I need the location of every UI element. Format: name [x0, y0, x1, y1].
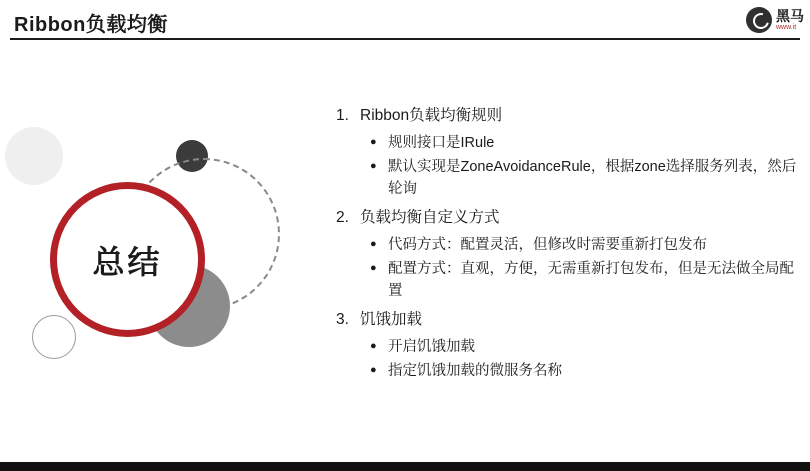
sub-list-item: [370, 132, 806, 154]
sub-list-item-text: 指定饥饿加载的微服务名称: [388, 363, 562, 380]
bullet-icon: ●: [370, 262, 377, 275]
summary-label: 总结: [92, 243, 163, 280]
sub-list-item: [370, 258, 806, 302]
list-item-heading: [336, 206, 806, 230]
sub-list: [370, 234, 806, 302]
bullet-icon: ●: [370, 238, 377, 251]
sub-list: [370, 132, 806, 200]
list-item-heading: [336, 104, 806, 128]
bullet-icon: ●: [370, 340, 377, 353]
list-item-title: 饥饿加载: [360, 311, 423, 329]
list-item-heading: [336, 308, 806, 332]
summary-graphic: [0, 110, 330, 400]
header-divider: [10, 38, 800, 40]
sub-list-item-text: 开启饥饿加载: [388, 339, 475, 356]
page-title: Ribbon负载均衡: [14, 14, 168, 36]
bullet-icon: ●: [370, 160, 377, 173]
sub-list-item: [370, 156, 806, 200]
logo-text-block: [776, 9, 804, 31]
list-item-number: 1.: [336, 107, 349, 124]
brand-logo: [746, 4, 804, 36]
slide-header: [0, 0, 810, 40]
list-item-number: 2.: [336, 209, 349, 227]
list-item-number: 3.: [336, 311, 349, 329]
sub-list-item-text: 默认实现是ZoneAvoidanceRule，根据zone选择服务列表，然后轮询: [388, 159, 797, 198]
logo-swirl-icon: [746, 7, 772, 33]
summary-circle: [50, 182, 205, 337]
sub-list-item: [370, 336, 806, 358]
summary-list: [336, 104, 806, 388]
logo-name: 黑马: [776, 7, 804, 24]
list-item: [336, 206, 806, 302]
bullet-icon: ●: [370, 136, 377, 149]
sub-list-item: [370, 234, 806, 256]
sub-list-item-text: 配置方式：直观，方便，无需重新打包发布，但是无法做全局配置: [388, 261, 794, 300]
list-item: [336, 104, 806, 200]
sub-list: [370, 336, 806, 382]
list-item-title: Ribbon负载均衡规则: [360, 107, 503, 124]
sub-list-item-text: 代码方式：配置灵活，但修改时需要重新打包发布: [388, 237, 707, 254]
sub-list-item: [370, 360, 806, 382]
list-item-title: 负载均衡自定义方式: [360, 209, 500, 227]
bullet-icon: ●: [370, 364, 377, 377]
decorative-circle-light-gray: [5, 127, 63, 185]
sub-list-item-text: 规则接口是IRule: [388, 135, 495, 152]
list-item: [336, 308, 806, 382]
bottom-bar: [0, 462, 810, 471]
logo-url: www.it: [776, 23, 797, 31]
